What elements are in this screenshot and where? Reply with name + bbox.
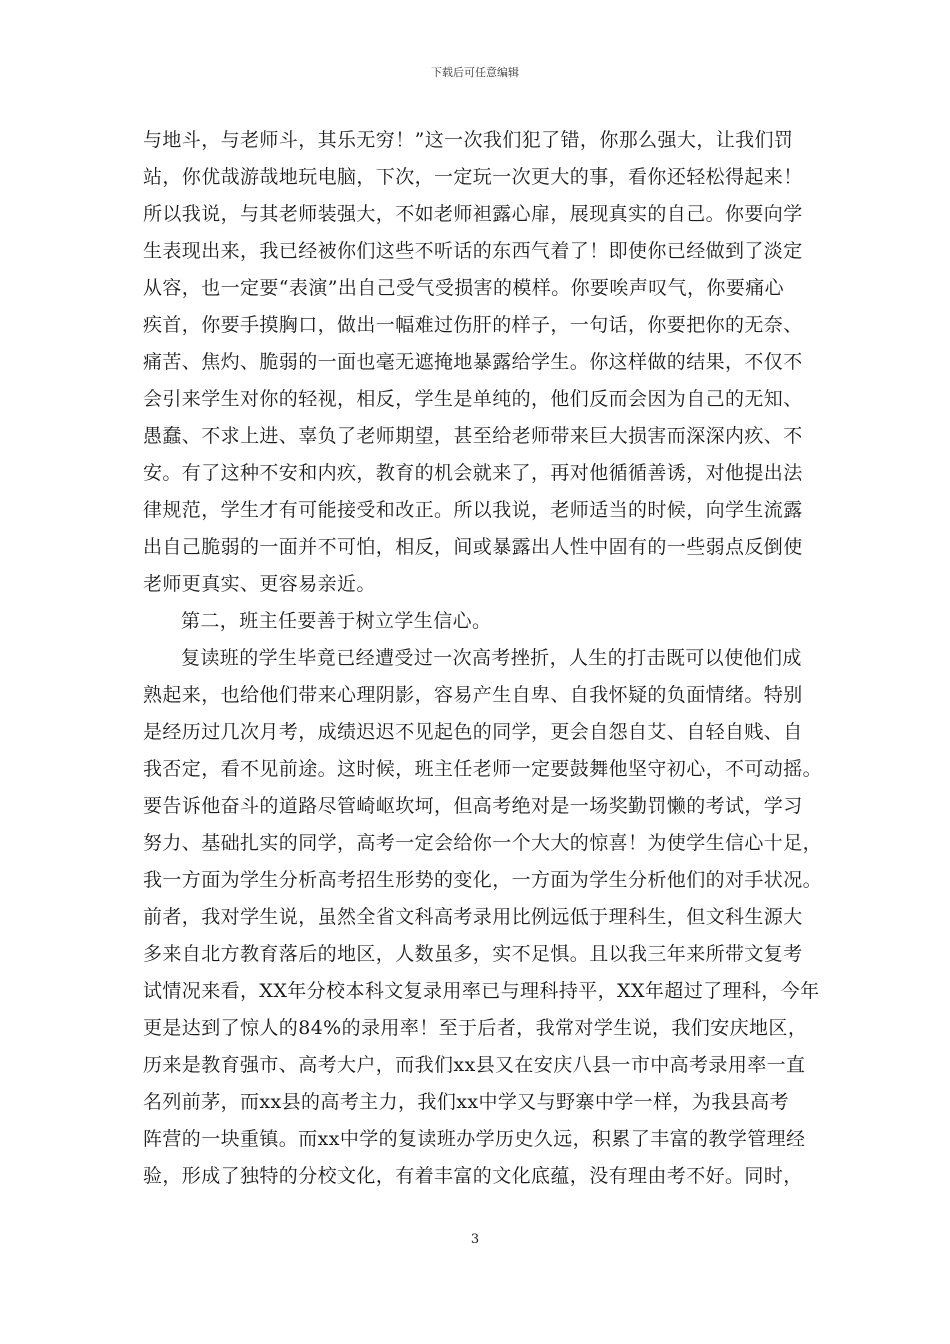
text-line: 是经历过几次月考，成绩迟迟不见起色的同学，更会自怨自艾、自轻自贱、自 bbox=[143, 721, 803, 743]
text-line: 愚蠢、不求上进、辜负了老师期望，甚至给老师带来巨大损害而深深内疚、不 bbox=[143, 425, 803, 447]
page-header: 下载后可任意编辑 bbox=[431, 66, 519, 79]
text-line: 更是达到了惊人的84%的录用率！至于后者，我常对学生说，我们安庆地区， bbox=[143, 1017, 808, 1039]
text-line: 安。有了这种不安和内疚，教育的机会就来了，再对他循循善诱，对他提出法 bbox=[143, 462, 803, 484]
text-line: 要告诉他奋斗的道路尽管崎岖坎坷，但高考绝对是一场奖勤罚懒的考试，学习 bbox=[143, 795, 803, 817]
paragraph-first-line: 复读班的学生毕竟已经遭受过一次高考挫折，人生的打击既可以使他们成 bbox=[181, 647, 802, 669]
text-line: 阵营的一块重镇。而xx中学的复读班办学历史久远，积累了丰富的教学管理经 bbox=[143, 1128, 806, 1150]
text-line: 前者，我对学生说，虽然全省文科高考录用比例远低于理科生，但文科生源大 bbox=[143, 906, 803, 928]
text-line: 出自己脆弱的一面并不可怕，相反，间或暴露出人性中固有的一些弱点反倒使 bbox=[143, 536, 803, 558]
text-line: 从容，也一定要“表演”出自己受气受损害的模样。你要唉声叹气，你要痛心 bbox=[143, 277, 785, 299]
text-line: 试情况来看，XX年分校本科文复录用率已与理科持平，XX年超过了理科，今年 bbox=[143, 980, 820, 1002]
section-heading: 第二，班主任要善于树立学生信心。 bbox=[181, 610, 492, 632]
text-line: 老师更真实、更容易亲近。 bbox=[143, 573, 376, 595]
document-body bbox=[143, 122, 823, 1195]
text-line: 验，形成了独特的分校文化，有着丰富的文化底蕴，没有理由考不好。同时， bbox=[143, 1165, 803, 1187]
text-line: 我一方面为学生分析高考招生形势的变化，一方面为学生分析他们的对手状况。 bbox=[143, 869, 823, 891]
text-line: 疾首，你要手摸胸口，做出一幅难过伤肝的样子，一句话，你要把你的无奈、 bbox=[143, 314, 803, 336]
text-line: 历来是教育强市、高考大户，而我们xx县又在安庆八县一市中高考录用率一直 bbox=[143, 1054, 806, 1076]
text-line: 我否定，看不见前途。这时候，班主任老师一定要鼓舞他坚守初心，不可动摇。 bbox=[143, 758, 823, 780]
text-line: 努力、基础扎实的同学，高考一定会给你一个大大的惊喜！为使学生信心十足， bbox=[143, 832, 823, 854]
text-line: 名列前茅，而xx县的高考主力，我们xx中学又与野寨中学一样，为我县高考 bbox=[143, 1091, 789, 1113]
text-line: 会引来学生对你的轻视，相反，学生是单纯的，他们反而会因为自己的无知、 bbox=[143, 388, 803, 410]
text-line: 所以我说，与其老师装强大，不如老师袒露心扉，展现真实的自己。你要向学 bbox=[143, 203, 803, 225]
text-line: 站，你优哉游哉地玩电脑，下次，一定玩一次更大的事，看你还轻松得起来！ bbox=[143, 166, 803, 188]
text-line: 熟起来，也给他们带来心理阴影，容易产生自卑、自我怀疑的负面情绪。特别 bbox=[143, 684, 803, 706]
text-line: 多来自北方教育落后的地区，人数虽多，实不足惧。且以我三年来所带文复考 bbox=[143, 943, 803, 965]
page-number: 3 bbox=[470, 1232, 480, 1247]
text-line: 与地斗，与老师斗，其乐无穷！”这一次我们犯了错，你那么强大，让我们罚 bbox=[143, 129, 794, 151]
text-line: 痛苦、焦灼、脆弱的一面也毫无遮掩地暴露给学生。你这样做的结果，不仅不 bbox=[143, 351, 803, 373]
text-line: 律规范，学生才有可能接受和改正。所以我说，老师适当的时候，向学生流露 bbox=[143, 499, 803, 521]
text-line: 生表现出来，我已经被你们这些不听话的东西气着了！即使你已经做到了淡定 bbox=[143, 240, 803, 262]
